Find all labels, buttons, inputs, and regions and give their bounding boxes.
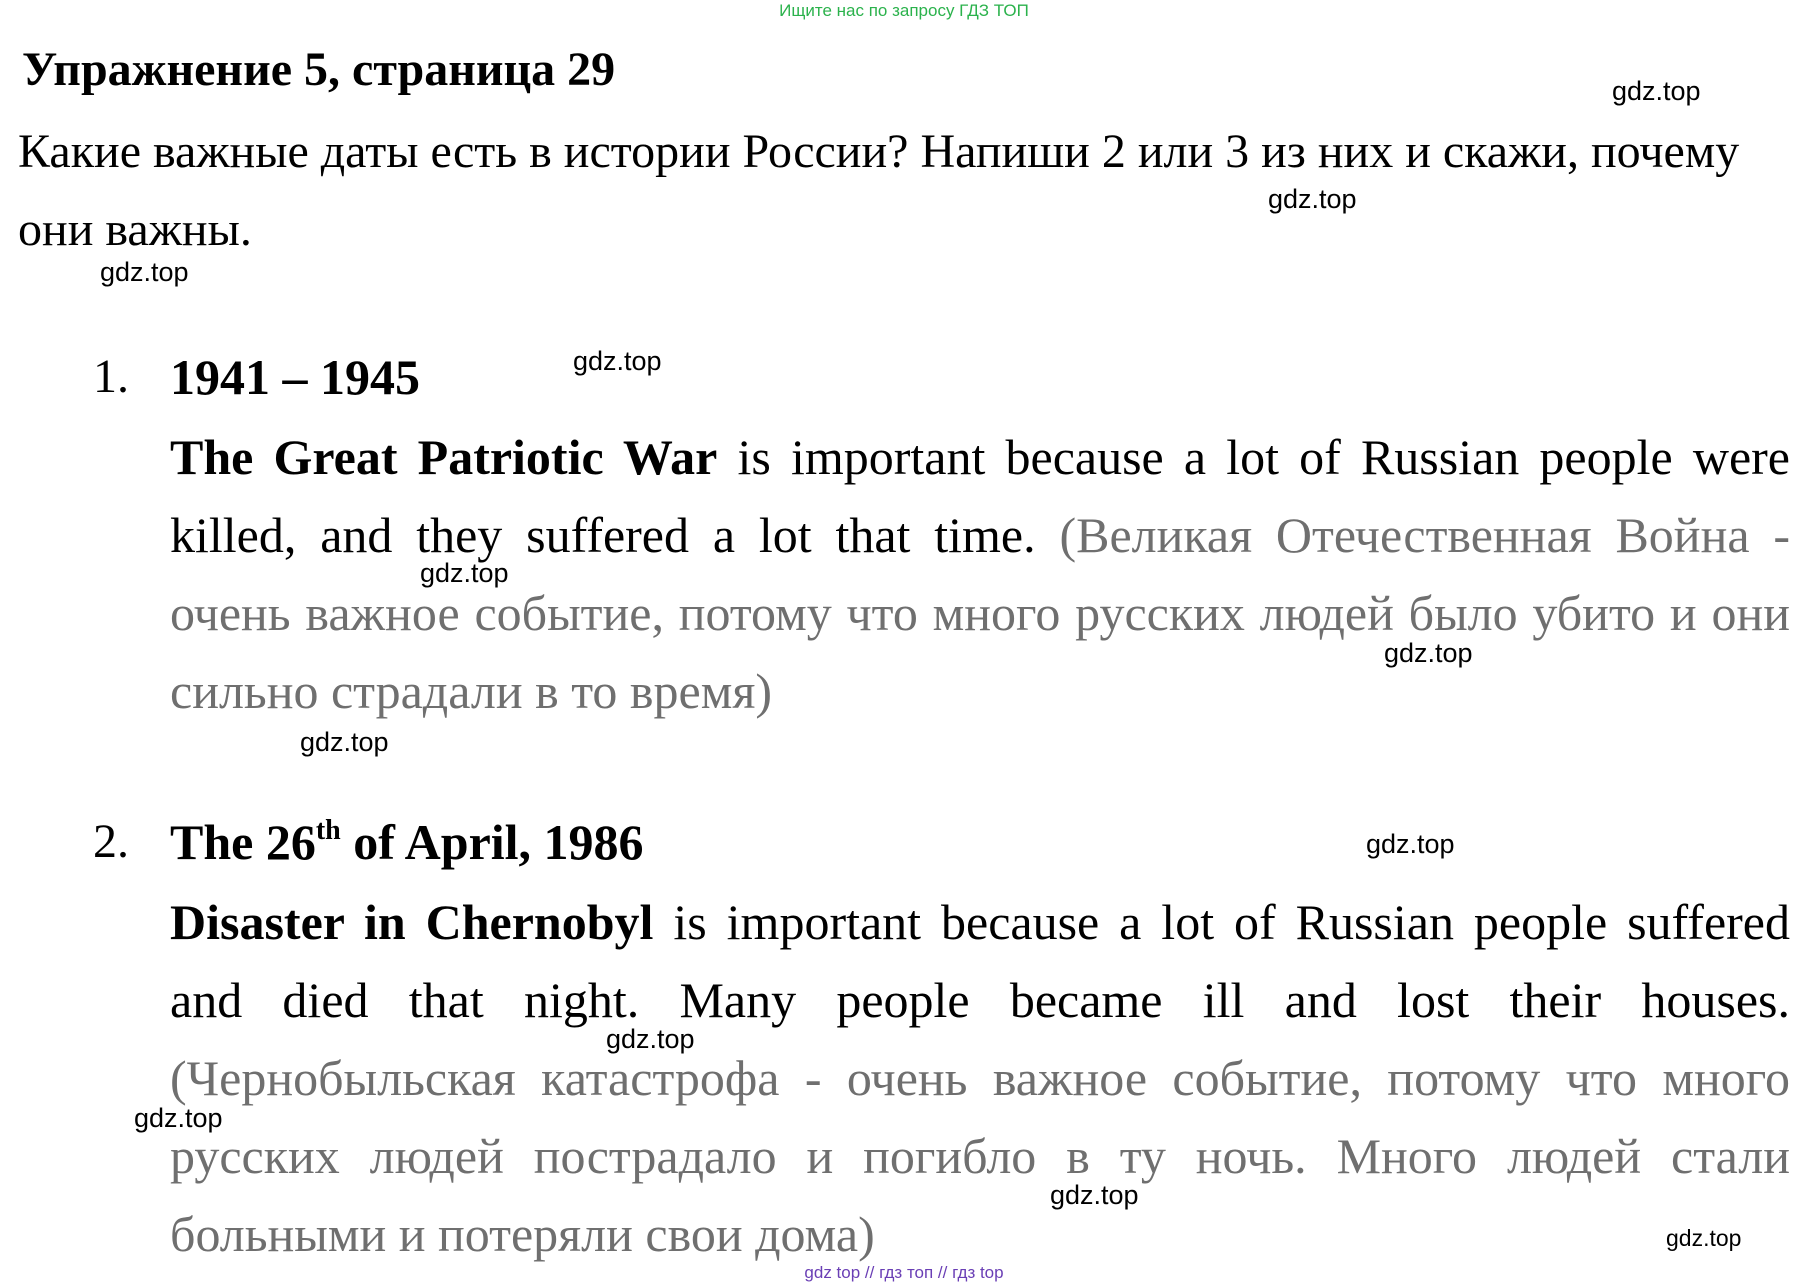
item-1-translation: (Великая Отечественная Война - очень важное событие, потому что много русских людей было убито и они сильно страдали в то время): [170, 507, 1790, 719]
watermark: gdz.top: [300, 727, 389, 757]
item-2-heading-pre: The 26: [170, 814, 316, 870]
item-2-translation: (Чернобыльская катастрофа - очень важное событие, потому что много русских людей пострадало и погибло в ту ночь. Много людей стали больными и потеряли свои дома): [170, 1050, 1790, 1262]
watermark: gdz.top: [1268, 184, 1357, 214]
item-2-text: is important because a lot of Russian people suffered and died that night. Many people became ill and lost their houses.: [170, 894, 1790, 1028]
watermark: gdz.top: [606, 1024, 695, 1054]
watermark: gdz.top: [1366, 829, 1455, 859]
item-2-heading-post: of April, 1986: [340, 814, 644, 870]
exercise-question: Какие важные даты есть в истории России? Напиши 2 или 3 из них и скажи, почему они важны.: [18, 125, 1740, 256]
watermark: gdz.top: [1666, 1225, 1742, 1251]
top-banner-link[interactable]: Ищите нас по запросу ГДЗ ТОП: [779, 1, 1029, 20]
item-2-heading-sup: th: [315, 815, 341, 846]
bottom-banner-link[interactable]: gdz top // гдз топ // гдз top: [804, 1263, 1004, 1282]
item-1-bold-text: The Great Patriotic War: [170, 429, 718, 485]
watermark: gdz.top: [100, 257, 189, 287]
watermark: gdz.top: [420, 558, 509, 588]
item-2-number: 2.: [93, 815, 129, 868]
item-2-heading: [170, 812, 644, 881]
watermark: gdz.top: [573, 346, 662, 376]
watermark: gdz.top: [134, 1103, 223, 1133]
exercise-title: Упражнение 5, страница 29: [22, 43, 616, 96]
watermark: gdz.top: [1384, 638, 1473, 668]
item-2-body: [170, 883, 1790, 1273]
item-1-body: [170, 418, 1790, 730]
item-1-heading: 1941 – 1945: [170, 349, 420, 405]
item-1-text: is important because a lot of Russian people were killed, and they suffered a lot that time.: [170, 429, 1790, 563]
watermark: gdz.top: [1050, 1180, 1139, 1210]
item-2-bold-text: Disaster in Chernobyl: [170, 894, 654, 950]
item-1-number: 1.: [93, 350, 129, 403]
watermark: gdz.top: [1612, 76, 1701, 106]
